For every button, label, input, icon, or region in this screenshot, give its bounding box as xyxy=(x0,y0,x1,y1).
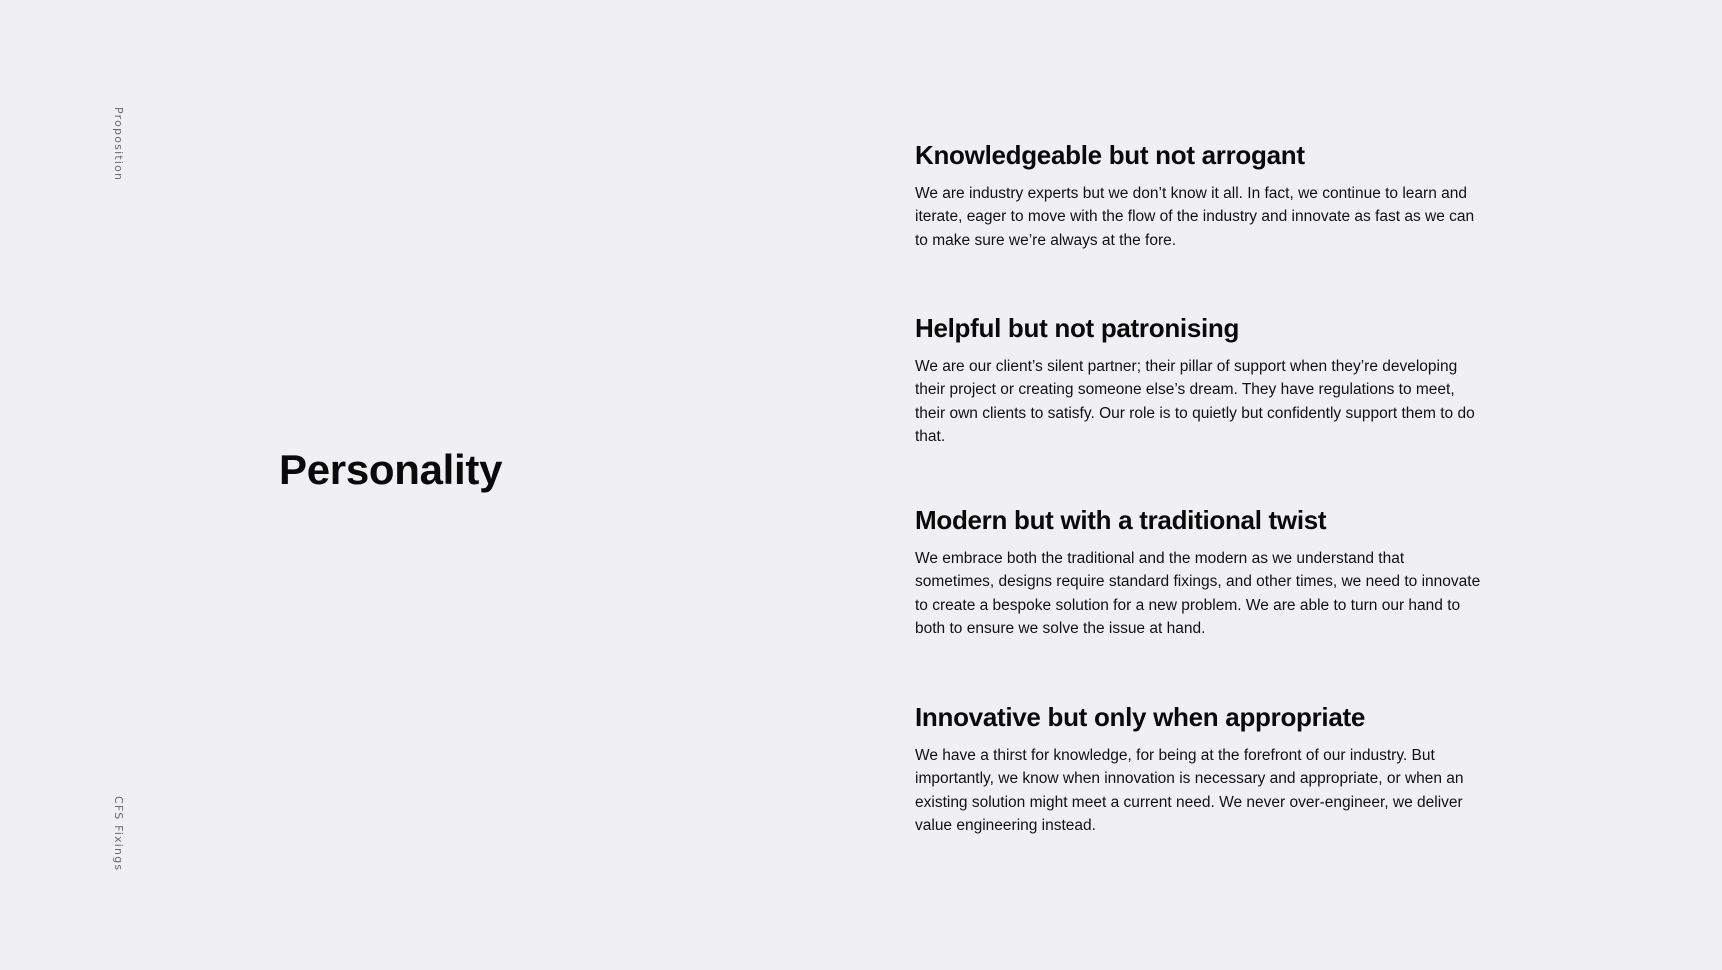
trait-body: We are our client’s silent partner; their pillar of support when they’re developing their project or creating someone else’s dream. They have regulations to meet, their own clients to satisfy. Our role is to quietly but confidently support them to do that. xyxy=(915,358,1475,446)
section-side-label: Proposition xyxy=(112,107,125,182)
trait-heading: Knowledgeable but not arrogant xyxy=(915,140,1305,170)
trait-body: We are industry experts but we don’t know it all. In fact, we continue to learn and iterate, eager to move with the flow of the industry and innovate as fast as we can to make sure we’re always at the fore. xyxy=(915,185,1475,249)
trait-body: We embrace both the traditional and the modern as we understand that sometimes, designs require standard fixings, and other times, we need to innovate to create a bespoke solution for a new problem. We are able to turn our hand to both to ensure we solve the issue at hand. xyxy=(915,550,1481,638)
trait-knowledgeable xyxy=(915,138,1483,252)
trait-body: We have a thirst for knowledge, for being at the forefront of our industry. But importantly, we know when innovation is necessary and appropriate, or when an existing solution might meet a current need. We never over-engineer, we deliver value engineering instead. xyxy=(915,747,1464,835)
trait-modern xyxy=(915,503,1483,641)
trait-heading: Helpful but not patronising xyxy=(915,313,1240,343)
trait-heading: Innovative but only when appropriate xyxy=(915,702,1366,732)
page-title: Personality xyxy=(279,446,503,493)
trait-heading: Modern but with a traditional twist xyxy=(915,505,1327,535)
trait-helpful xyxy=(915,311,1483,449)
brand-side-label: CFS Fixings xyxy=(112,796,125,872)
trait-innovative xyxy=(915,700,1483,838)
